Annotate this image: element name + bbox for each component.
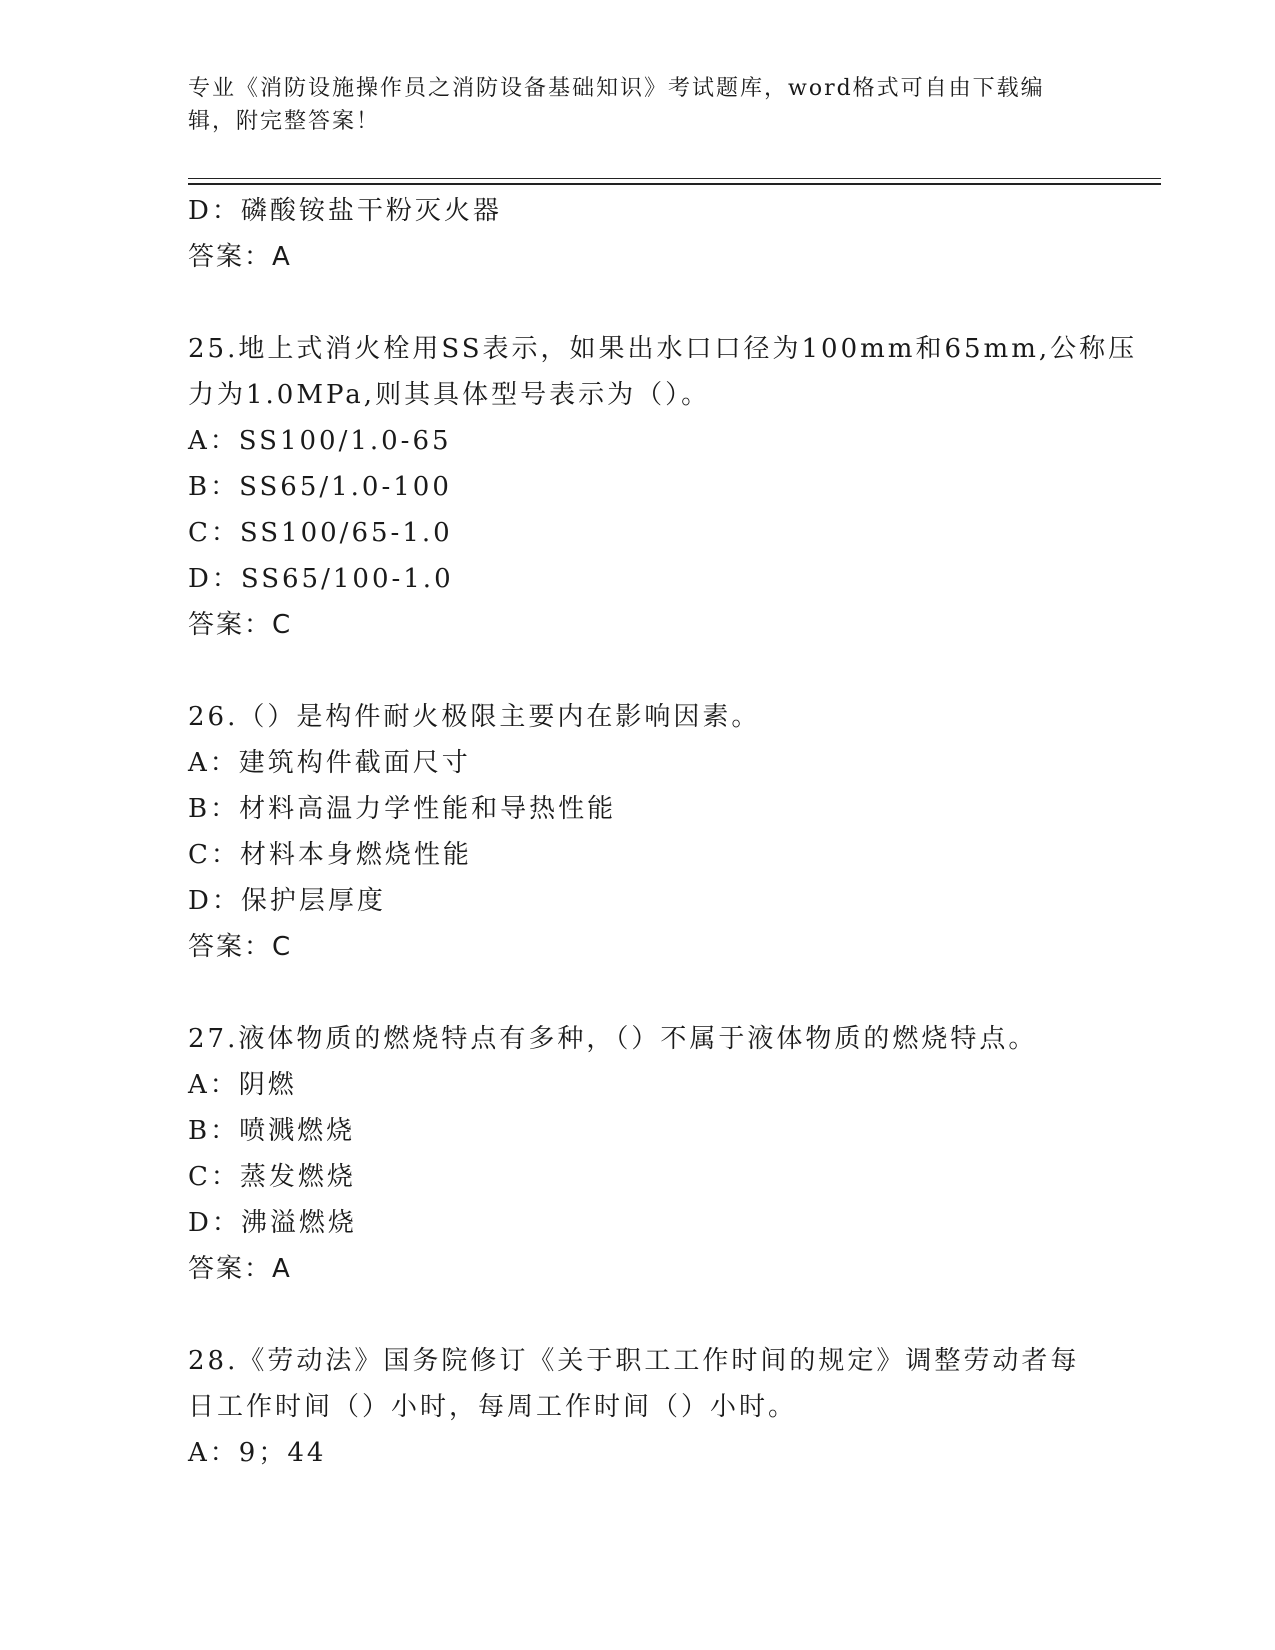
option-b: B：SS65/1.0-100 — [188, 472, 452, 502]
header-line-2: 辑，附完整答案！ — [188, 109, 381, 134]
option-d: D：磷酸铵盐干粉灭火器 — [188, 196, 502, 226]
spacer — [188, 280, 1088, 326]
option-d: D：保护层厚度 — [188, 886, 386, 916]
header-line-1: 专业《消防设施操作员之消防设备基础知识》考试题库，word格式可自由下载编 — [188, 76, 1045, 101]
option-a: A：阴燃 — [188, 1070, 297, 1100]
spacer — [188, 1292, 1088, 1338]
option-b: B：喷溅燃烧 — [188, 1116, 356, 1146]
question-stem: 27.液体物质的燃烧特点有多种，（）不属于液体物质的燃烧特点。 — [188, 1024, 1038, 1054]
option-d: D：SS65/100-1.0 — [188, 564, 454, 594]
option-d: D：沸溢燃烧 — [188, 1208, 357, 1238]
answer: 答案：A — [188, 1254, 292, 1284]
option-c: C：SS100/65-1.0 — [188, 518, 453, 548]
option-a: A：SS100/1.0-65 — [188, 426, 452, 456]
question-stem-cont: 力为1.0MPa,则其具体型号表示为（）。 — [188, 380, 711, 410]
question-stem: 25.地上式消火栓用SS表示，如果出水口口径为100mm和65mm,公称压 — [188, 334, 1138, 364]
option-a: A：9；44 — [188, 1438, 327, 1468]
question-stem: 28.《劳动法》国务院修订《关于职工工作时间的规定》调整劳动者每 — [188, 1346, 1080, 1376]
header-divider-thick — [188, 183, 1161, 185]
spacer — [188, 648, 1088, 694]
answer: 答案：A — [188, 242, 292, 272]
document-header — [188, 72, 1088, 138]
question-stem: 26.（）是构件耐火极限主要内在影响因素。 — [188, 702, 761, 732]
option-c: C：材料本身燃烧性能 — [188, 840, 472, 870]
option-b: B：材料高温力学性能和导热性能 — [188, 794, 617, 824]
option-a: A：建筑构件截面尺寸 — [188, 748, 471, 778]
question-25 — [188, 326, 1138, 648]
answer: 答案：C — [188, 610, 293, 640]
question-stem-cont: 日工作时间（）小时，每周工作时间（）小时。 — [188, 1392, 798, 1422]
answer: 答案：C — [188, 932, 293, 962]
question-26 — [188, 694, 1088, 970]
question-content — [188, 188, 1138, 1476]
question-27 — [188, 1016, 1088, 1292]
spacer — [188, 970, 1088, 1016]
option-c: C：蒸发燃烧 — [188, 1162, 356, 1192]
question-28 — [188, 1338, 1088, 1476]
header-divider-thin — [188, 178, 1161, 179]
